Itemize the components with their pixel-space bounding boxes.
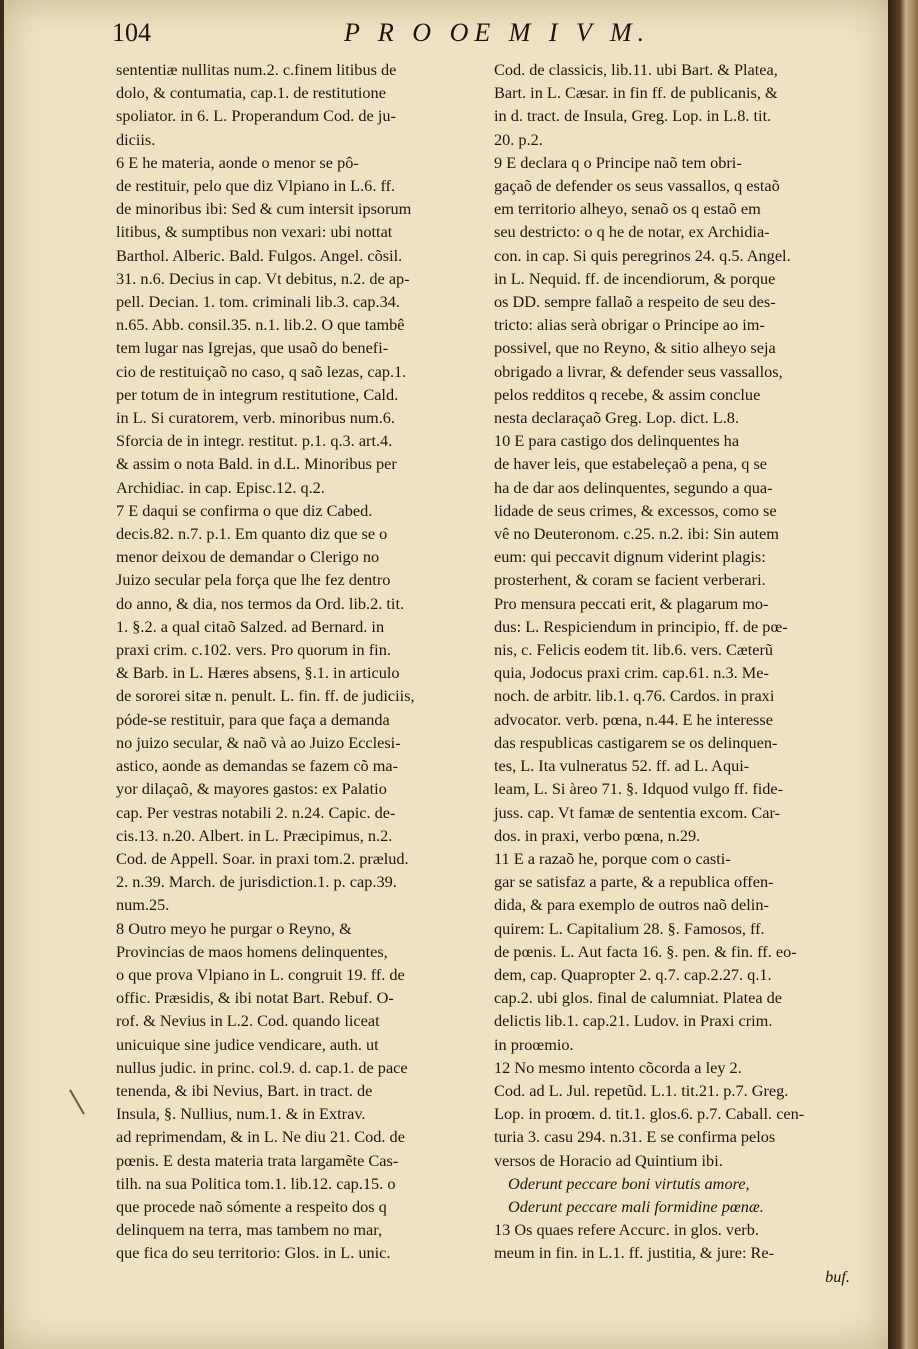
text-line: pelos redditos q recebe, & assim conclue [494,384,761,404]
text-line: prosterhent, & coram se facient verberari. [494,570,766,590]
text-line: per totum de in integrum restitutione, Cald. [116,384,399,404]
text-line: dida, & para exemplo de outros naõ delin- [494,895,769,915]
text-line: Juizo secular pela força que lhe fez dentro [116,570,391,590]
text-line: decis.82. n.7. p.1. Em quanto diz que se o [116,524,388,544]
text-line: litibus, & sumptibus non vexari: ubi nottat [116,222,393,242]
text-line: o que prova Vlpiano in L. congruit 19. ff. de [116,964,405,984]
book-fore-edge [888,0,918,1349]
text-line: Bart. in L. Cæsar. in fin ff. de publicanis, & [494,83,778,103]
text-line: rof. & Nevius in L.2. Cod. quando liceat [116,1011,380,1031]
page-header [104,14,884,54]
text-line: tricto: alias serà obrigar o Principe ao im- [494,315,765,335]
text-line: de haver leis, que estabeleçaõ a pena, q se [494,454,768,474]
text-line: dolo, & contumatia, cap.1. de restitutione [116,83,386,103]
text-line: gar se satisfaz a parte, & a republica offen- [494,872,774,892]
text-line: leam, L. Si àreo 71. §. Idquod vulgo ff. fide- [494,779,784,799]
text-line: in d. tract. de Insula, Greg. Lop. in L.8. tit. [494,106,772,126]
text-line: 2. n.39. March. de jurisdiction.1. p. cap.39. [116,872,397,892]
text-line: diciis. [116,129,156,149]
text-line: eum: qui peccavit dignum viderint plagis: [494,547,766,567]
text-line: 10 E para castigo dos delinquentes ha [494,431,740,451]
left-column [116,58,472,1265]
text-line: delictis lib.1. cap.21. Ludov. in Praxi crim. [494,1011,773,1031]
text-line: ha de dar aos delinquentes, segundo a qua- [494,477,773,497]
text-line: de pœnis. L. Aut facta 16. §. pen. & fin. ff. eo- [494,941,797,961]
text-line: sententiæ nullitas num.2. c.finem litibus de [116,60,397,79]
text-line: num.25. [116,895,170,915]
text-line: praxi crim. c.102. vers. Pro quorum in fin. [116,640,391,660]
text-line: lidade de seus crimes, & excessos, como se [494,500,777,520]
text-line: possivel, que no Reyno, & sitio alheyo seja [494,338,776,358]
text-line: Lop. in proœm. d. tit.1. glos.6. p.7. Caball. cen- [494,1104,805,1124]
text-line: in L. Nequid. ff. de incendiorum, & porque [494,268,776,288]
text-line: de restituir, pelo que diz Vlpiano in L.6. ff. [116,176,396,196]
text-line: in proœmio. [494,1034,574,1054]
text-line: astico, aonde as demandas se fazem cõ ma- [116,756,399,776]
text-line: in L. Si curatorem, verb. minoribus num.6. [116,408,395,428]
book-page [4,0,888,1349]
text-line: nullus judic. in princ. col.9. d. cap.1. de pace [116,1057,408,1077]
text-line: nis, c. Felicis eodem tit. lib.6. vers. Cæterũ [494,640,774,660]
text-line: unicuique sine judice vendicare, auth. ut [116,1034,379,1054]
text-line: tilh. na sua Politica tom.1. lib.12. cap.15. o [116,1173,396,1193]
page-number: 104 [112,18,151,47]
text-line: que fica do seu territorio: Glos. in L. unic. [116,1243,391,1263]
text-line: menor deixou de demandar o Clerigo no [116,547,380,567]
text-line: dem, cap. Quapropter 2. q.7. cap.2.27. q.1. [494,964,772,984]
verse-line: Oderunt peccare mali formidine pœnæ. [508,1196,764,1216]
text-line: tes, L. Ita vulneratus 52. ff. ad L. Aqui- [494,756,750,776]
text-line: 8 Outro meyo he purgar o Reyno, & [116,918,352,938]
text-line: Pro mensura peccati erit, & plagarum mo- [494,593,769,613]
text-line: offic. Præsidis, & ibi notat Bart. Rebuf. O- [116,988,394,1008]
text-line: os DD. sempre fallaõ a respeito de seu des- [494,292,776,312]
text-line: quirem: L. Capitalium 28. §. Famosos, ff. [494,918,765,938]
text-line: dos. in praxi, verbo pœna, n.29. [494,825,701,845]
text-line: quia, Jodocus praxi crim. cap.61. n.3. Me- [494,663,769,683]
text-line: cis.13. n.20. Albert. in L. Præcipimus, n.2. [116,825,393,845]
text-line: no juizo secular, & naõ và ao Juizo Ecclesi- [116,732,401,752]
text-line: ad reprimendam, & in L. Ne diu 21. Cod. de [116,1127,405,1147]
text-line: nesta declaraçaõ Greg. Lop. dict. L.8. [494,408,740,428]
text-line: 1. §.2. a qual citaõ Salzed. ad Bernard. in [116,616,385,636]
text-line: 12 No mesmo intento cõcorda a ley 2. [494,1057,742,1077]
text-line: 9 E declara q o Principe naõ tem obri- [494,152,742,172]
text-line: pell. Decian. 1. tom. criminali lib.3. cap.34. [116,292,400,312]
text-line: Cod. ad L. Jul. repetũd. L.1. tit.21. p.7. Greg. [494,1080,789,1100]
text-line: 6 E he materia, aonde o menor se pô- [116,152,359,172]
text-line: Cod. de classicis, lib.11. ubi Bart. & Platea, [494,60,778,79]
text-line: yor dilaçaõ, & mayores gastos: ex Palatio [116,779,387,799]
right-column [494,58,850,1288]
text-line: de minoribus ibi: Sed & cum intersit ipsorum [116,199,412,219]
text-line: meum in fin. in L.1. ff. justitia, & jure: Re- [494,1243,775,1263]
text-line: vê no Deuteronom. c.25. n.2. ibi: Sin autem [494,524,779,544]
text-line: versos de Horacio ad Quintium ibi. [494,1150,723,1170]
catchword: buf. [825,1266,850,1286]
text-line: das respublicas castigarem se os delinquen- [494,732,778,752]
text-line: 7 E daqui se confirma o que diz Cabed. [116,500,373,520]
text-line: Provincias de maos homens delinquentes, [116,941,388,961]
text-line: 31. n.6. Decius in cap. Vt debitus, n.2. de ap- [116,268,410,288]
text-line: Insula, §. Nullius, num.1. & in Extrav. [116,1104,366,1124]
text-line: con. in cap. Si quis peregrinos 24. q.5. Angel. [494,245,791,265]
text-line: tenenda, & ibi Nevius, Bart. in tract. de [116,1080,373,1100]
text-line: & assim o nota Bald. in d.L. Minoribus per [116,454,397,474]
text-line: 11 E a razaõ he, porque com o casti- [494,848,731,868]
text-line: seu destricto: o q he de notar, ex Archidia- [494,222,770,242]
text-line: dus: L. Respiciendum in principio, ff. de pœ- [494,616,788,636]
text-line: cap. Per vestras notabili 2. n.24. Capic. de- [116,802,396,822]
text-line: póde-se restituir, para que faça a demanda [116,709,390,729]
running-head: P R O OE M I V M. [344,18,651,47]
text-line: cio de restituiçaõ no caso, q saõ lezas, cap.1. [116,361,407,381]
text-line: n.65. Abb. consil.35. n.1. lib.2. O que tambê [116,315,405,335]
verse-line: Oderunt peccare boni virtutis amore, [508,1173,750,1193]
text-line: spoliator. in 6. L. Properandum Cod. de ju- [116,106,396,126]
text-line: 20. p.2. [494,129,543,149]
text-line: & Barb. in L. Hæres absens, §.1. in articulo [116,663,400,683]
text-line: em territorio alheyo, senaõ os q estaõ em [494,199,761,219]
text-line: de sororei sitæ n. penult. L. fin. ff. de judiciis, [116,686,415,706]
text-line: que procede naõ sómente a respeito dos q [116,1196,387,1216]
text-line: juss. cap. Vt famæ de sententia excom. Car- [494,802,781,822]
margin-mark [69,1089,85,1114]
text-line: noch. de arbitr. lib.1. q.76. Cardos. in praxi [494,686,775,706]
text-line: pœnis. E desta materia trata largamẽte Cas- [116,1150,399,1170]
text-line: Cod. de Appell. Soar. in praxi tom.2. prælud. [116,848,409,868]
text-line: gaçaõ de defender os seus vassallos, q estaõ [494,176,780,196]
text-line: Archidiac. in cap. Episc.12. q.2. [116,477,325,497]
text-line: cap.2. ubi glos. final de calumniat. Platea de [494,988,782,1008]
text-line: delinquem na terra, mas tambem no mar, [116,1220,383,1240]
text-line: turia 3. casu 294. n.31. E se confirma pelos [494,1127,776,1147]
text-line: do anno, & dia, nos termos da Ord. lib.2. tit. [116,593,405,613]
text-line: 13 Os quaes refere Accurc. in glos. verb. [494,1220,759,1240]
text-line: obrigado a livrar, & defender seus vassallos, [494,361,783,381]
text-line: Sforcia de in integr. restitut. p.1. q.3. art.4. [116,431,393,451]
text-line: Barthol. Alberic. Bald. Fulgos. Angel. cõsil. [116,245,403,265]
text-line: advocator. verb. pœna, n.44. E he interesse [494,709,773,729]
text-line: tem lugar nas Igrejas, que usaõ do benefi- [116,338,389,358]
